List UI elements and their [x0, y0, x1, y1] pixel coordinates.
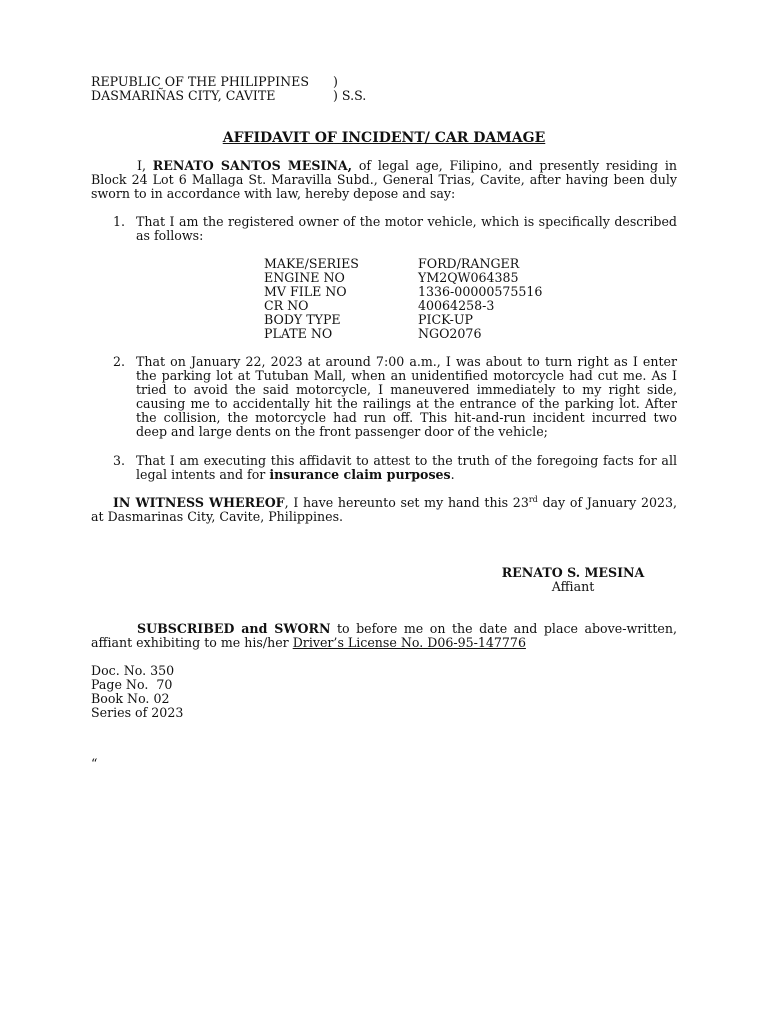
vehicle-row [264, 327, 664, 341]
vehicle-label: ENGINE NO [264, 270, 345, 285]
document-title: AFFIDAVIT OF INCIDENT/ CAR DAMAGE [222, 130, 546, 146]
item-1-text: That I am the registered owner of the motor vehicle, which is specifically described as follows: [136, 214, 677, 243]
vehicle-label: MAKE/SERIES [264, 256, 359, 271]
book-number: Book No. 02 [91, 691, 170, 706]
vehicle-value: PICK-UP [418, 312, 473, 327]
item-2-text: That on January 22, 2023 at around 7:00 a.m., I was about to turn right as I enter the parking lot at Tutuban Mall, when an unidentified motorcycle had cut me. As I tried to avoid the said motorcycle, I maneuvered immediately to my right side, causing me to accidentally hit the railings at the entrance of the parking lot. After the collision, the motorcycle had run off. This hit-and-run incident incurred two deep and large dents on the front passenger door of the vehicle; [136, 354, 677, 439]
witness-post: day of January 2023, at Dasmarinas City, Cavite, Philippines. [91, 495, 677, 524]
vehicle-label: BODY TYPE [264, 312, 341, 327]
witness-paragraph [91, 496, 677, 524]
witness-pre: , I have hereunto set my hand this 23 [284, 495, 529, 510]
venue-ss: ) S.S. [333, 88, 367, 103]
vehicle-value: 40064258-3 [418, 298, 495, 313]
doc-number: Doc. No. 350 [91, 663, 175, 678]
intro-pre: I, [137, 158, 153, 173]
vehicle-value: YM2QW064385 [418, 270, 519, 285]
vehicle-label: CR NO [264, 298, 309, 313]
venue-republic: REPUBLIC OF THE PHILIPPINES [91, 74, 309, 89]
vehicle-label: PLATE NO [264, 326, 333, 341]
venue-bracket-1: ) [333, 74, 338, 89]
series-year: Series of 2023 [91, 705, 184, 720]
affiant-full-name: RENATO SANTOS MESINA, [152, 158, 353, 173]
intro-paragraph [91, 159, 677, 201]
vehicle-row [264, 299, 664, 313]
witness-heading: IN WITNESS WHEREOF [113, 495, 285, 510]
item-3-text [136, 454, 677, 482]
jurat-heading: SUBSCRIBED and SWORN [137, 621, 331, 636]
venue-city: DASMARIÑAS CITY, CAVITE [91, 88, 276, 103]
jurat-text: to before me on the date and place above-written, affiant exhibiting to me his/her [91, 621, 677, 650]
vehicle-row [264, 313, 664, 327]
item-1-number: 1. [113, 214, 126, 229]
intro-post: of legal age, Filipino, and presently residing in Block 24 Lot 6 Mallaga St. Maravilla Subd., General Trias, Cavite, after having been duly sworn to in accordance with law, hereby depose and say: [91, 158, 677, 201]
vehicle-value: NGO2076 [418, 326, 482, 341]
page-number: Page No. 70 [91, 677, 173, 692]
item-3-number: 3. [113, 453, 126, 468]
jurat-paragraph [91, 622, 677, 650]
venue-line-1 [91, 74, 391, 88]
item-3-post: . [450, 467, 455, 482]
drivers-license: Driver’s License No. D06-95-147776 [292, 635, 526, 650]
item-2-number: 2. [113, 354, 126, 369]
vehicle-row [264, 257, 664, 271]
vehicle-value: 1336-00000575516 [418, 284, 543, 299]
vehicle-row [264, 285, 664, 299]
vehicle-value: FORD/RANGER [418, 256, 520, 271]
trailing-quote-mark: “ [91, 756, 98, 771]
vehicle-label: MV FILE NO [264, 284, 347, 299]
item-3-pre: That I am executing this affidavit to attest to the truth of the foregoing facts for all legal intents and for [136, 453, 677, 482]
vehicle-row [264, 271, 664, 285]
witness-ordinal: rd [528, 495, 538, 504]
signatory-name: RENATO S. MESINA [501, 565, 645, 580]
signatory-role: Affiant [551, 579, 595, 594]
venue-line-2 [91, 88, 391, 102]
item-3-emphasis: insurance claim purposes [269, 467, 451, 482]
